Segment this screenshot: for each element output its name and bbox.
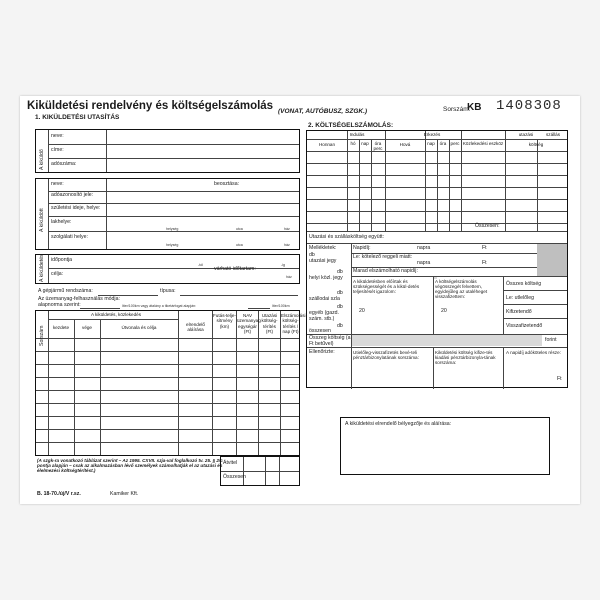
th-elszamolasi: Elszámolási költség-térítés / nap (Ft)	[281, 313, 306, 334]
local-ticket-label: helyi közl. jegy	[309, 275, 343, 281]
refund-label: Visszafizetendő	[506, 323, 543, 329]
travel-expense-form	[20, 96, 580, 504]
section2-title: 2. KÖLTSÉGELSZÁMOLÁS:	[308, 122, 394, 129]
amount-in-words-label: Összeg költség (a Ft betűvel)	[309, 335, 351, 347]
ft-2: Ft	[482, 260, 487, 266]
forint-label: forint	[545, 337, 557, 343]
fuel-mode-label: Az üzemanyag-felhasználás módja:	[38, 296, 120, 302]
th-koltseg: költség	[528, 142, 544, 147]
other-docs-label: egyéb (gazd. szám. stb.)	[309, 310, 339, 322]
th-nav: NAV üzemanyag egységár (Ft)	[237, 313, 261, 334]
th-nap: nap	[361, 141, 369, 146]
db-5: db	[337, 323, 343, 329]
docs-total-label: összesen	[309, 328, 331, 334]
hint-ig: -ig	[281, 263, 285, 267]
hint-haz-2: ház	[284, 243, 290, 247]
kikuldo-name-label: neve:	[51, 133, 64, 139]
atvitel-label: Átvitel	[223, 460, 238, 466]
hint-utca: utca	[236, 227, 243, 231]
workplace-label: szolgálati helye:	[51, 234, 88, 240]
serial-label: Sorszám:	[443, 106, 471, 113]
car-type-label: típusa:	[160, 288, 176, 294]
th-utazasi-2: utazási	[518, 132, 534, 137]
th-vege: vége	[82, 325, 92, 330]
db-2: db	[337, 269, 343, 275]
ft-1: Ft	[482, 245, 487, 251]
th-hova: Hová	[399, 142, 411, 147]
kikuldetes-box	[35, 254, 300, 284]
amount-in-words-field	[352, 335, 542, 346]
kikuldetes-side-label: A kiküldetés	[39, 254, 45, 282]
kikuldott-name-label: neve:	[51, 181, 64, 187]
certify-left: A kiküldetésben előírtak és szükségességét és a kikül-detés teljesítését igazolom:	[353, 279, 420, 295]
th-eszkoz: Közlekedési eszköz	[462, 141, 504, 146]
remaining-per-diem-label: Marad elszámolható napidíj:	[353, 268, 418, 274]
hint-haz: ház	[284, 227, 290, 231]
totals-box	[220, 456, 300, 486]
hint-tol: -tól	[198, 263, 203, 267]
th-kezdete: kezdete	[52, 325, 70, 330]
tax-id-label: adóazonosító jele:	[51, 192, 94, 198]
th-ora: óra	[374, 141, 382, 146]
serial-number: 1408308	[496, 98, 562, 114]
stamp-box	[340, 417, 550, 475]
date-20-right: 20	[441, 308, 447, 314]
attachments-label: Mellékletek:	[309, 245, 337, 251]
th-ora-2: óra	[439, 141, 447, 146]
stamp-label: A kiküldetési elrendelő bélyegzője és aláírása:	[345, 421, 452, 427]
th-honnan: Honnan	[318, 142, 336, 147]
th-utvonal: Útvonala és célja	[121, 325, 157, 330]
th-futas: Futás-telje-sítmény (km)	[213, 313, 236, 329]
publisher: Kamiker Kft.	[110, 491, 139, 497]
combined-cost-label: Utazási és szállásköltség együtt:	[309, 234, 384, 240]
birth-label: születési ideje, helye:	[51, 205, 101, 211]
breakfast-deduction-label: Le: kötelező reggeli miatt:	[353, 254, 413, 260]
db-3: db	[337, 290, 343, 296]
hotel-invoice-label: szállodai szla	[309, 296, 340, 302]
date-20-left: 20	[359, 308, 365, 314]
norm-unit-2: liter/100km	[272, 304, 290, 308]
certify-right: A költségelszámolás végösszegét felvettem, egyidejűleg az utaléheget visszafizettem:	[435, 279, 488, 300]
ft-last: Ft	[557, 376, 562, 382]
th-utazasi: Utazási költség-térítés (Ft)	[261, 313, 278, 334]
kikuldo-tax-label: adószáma:	[51, 161, 77, 167]
total-cost-label: Összes költség	[506, 281, 542, 287]
time-label: időpontja	[51, 257, 73, 263]
th-kikuldetes: A kiküldetés, közlekedés	[90, 312, 142, 317]
shaded-cell-1	[537, 244, 567, 276]
th-indulas: Indulás	[349, 132, 365, 137]
kikuldo-address-label: címe:	[51, 147, 64, 153]
trip-table	[35, 310, 306, 456]
form-subtitle: (VONAT, AUTÓBUSZ, SZGK.)	[278, 108, 368, 115]
taxable-per-diem-label: A napidíj adóköteles része:	[506, 350, 561, 355]
duration-label: várható időtartam:	[214, 266, 256, 272]
purpose-label: célja:	[51, 271, 64, 277]
beosztasa-label: beosztása:	[214, 181, 240, 187]
form-title: Kiküldetési rendelvény és költségelszámolás	[27, 100, 274, 112]
expense-total-label: Összesen:	[475, 223, 500, 229]
hint-utca-2: utca	[236, 243, 243, 247]
tax-note: (A szgk-ra vonatkozó táblázat szerint – Az 1995. CXVII. szja-val foglalkozó tv. 25. § 2/c pontja alapján – csak az alkalmazásban lévő személyek számolhatják el az utazási és élelmezési költségtérítést.)	[37, 458, 223, 474]
form-code: B. 18-70./új/V r.sz.	[37, 491, 81, 497]
checked-by-label: Ellenőrizte:	[309, 349, 335, 355]
hint-helyseg: helység	[166, 227, 179, 231]
kikuldott-side-label: A kiküldött	[39, 208, 45, 232]
expense-box	[306, 130, 568, 388]
residence-label: lakhelye:	[51, 219, 72, 225]
advance-refund-receipt-label: Utielőleg-visszafizetés bevé-teli pénztárbizonylatának sorszáma:	[353, 350, 419, 361]
payable-label: Kifizetendő	[506, 309, 532, 315]
travel-ticket-label: utazási jegy	[309, 258, 337, 264]
serial-series: KB	[467, 102, 482, 113]
th-perc: perc	[373, 146, 383, 151]
per-diem-label: Napidíj:	[353, 245, 371, 251]
kikuldo-box	[35, 129, 300, 173]
th-szallas: szállás	[545, 132, 561, 137]
db-1: db	[309, 252, 315, 258]
table-side-label: Sorszám	[39, 325, 45, 346]
napra-2: napra	[417, 260, 431, 266]
plate-label: A gépjármű rendszáma:	[38, 288, 93, 294]
th-elrendelo: elrendelő aláírása	[186, 322, 205, 333]
kikuldo-side-label: A kiküldő	[39, 149, 45, 170]
hint-nap: ház	[286, 275, 292, 279]
norm-unit: liter/100km vagy átalány a tiketárfogat alapján:	[122, 304, 197, 308]
th-ho: hó	[350, 141, 356, 146]
napra-1: napra	[417, 245, 431, 251]
th-perc-2: perc	[450, 141, 460, 146]
advance-deduction-label: Le: utlelőleg	[506, 295, 534, 301]
kikuldott-box	[35, 178, 300, 250]
db-4: db	[337, 304, 343, 310]
hint-helyseg-2: helység	[166, 243, 179, 247]
th-nap-2: nap	[427, 141, 435, 146]
payout-receipt-label: Kiküldetési költség kifize-tés kiadási pénztárbizonyla-tának sorszáma:	[435, 350, 496, 366]
total-label: Összesen	[223, 474, 247, 480]
section1-title: 1. KIKÜLDETÉSI UTASÍTÁS	[35, 114, 120, 121]
th-erkezes: Érkezés	[423, 132, 441, 137]
norm-label: alapnorma szerint:	[38, 302, 81, 308]
